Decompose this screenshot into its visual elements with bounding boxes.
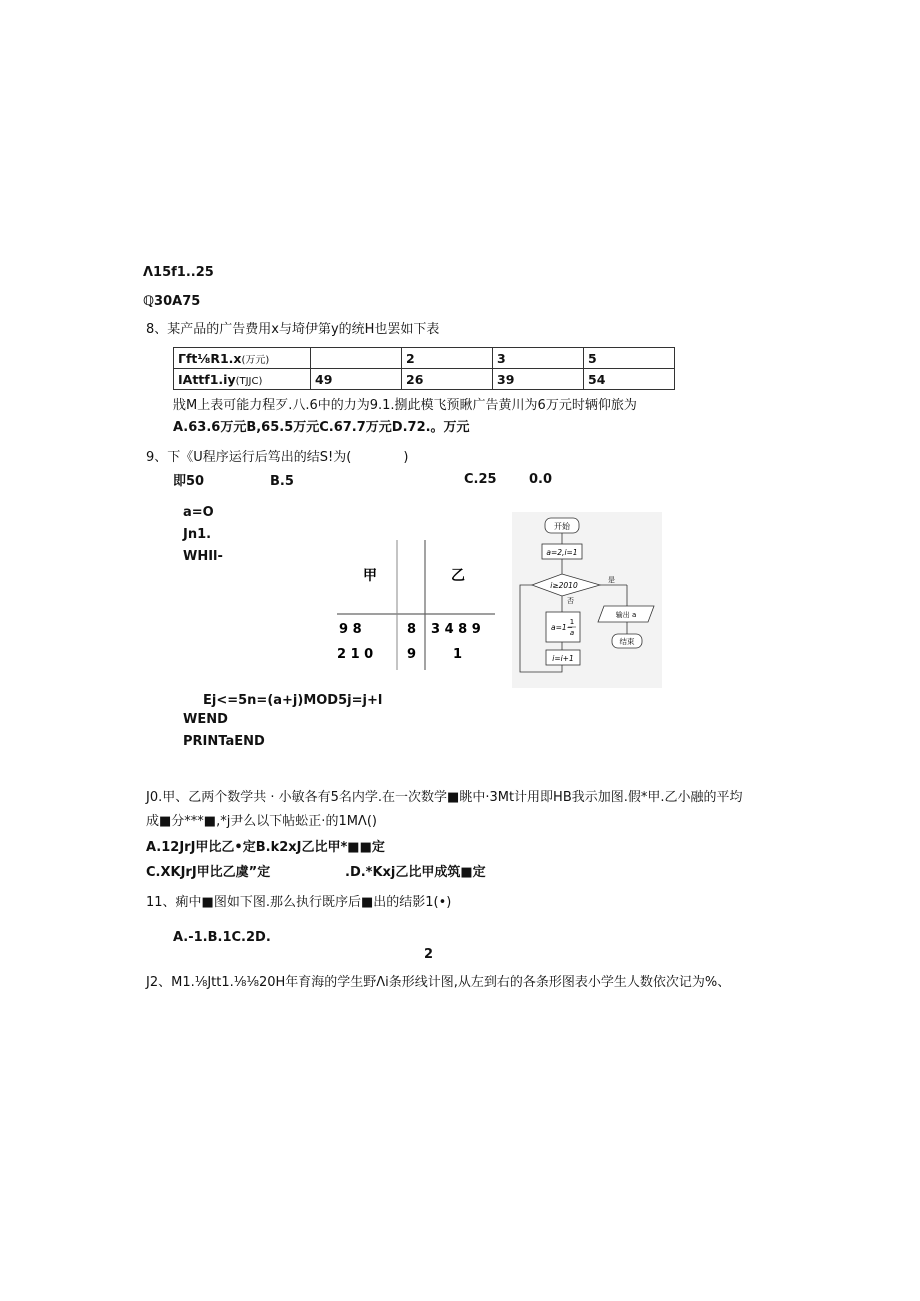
q11-stem: 11、痢中■图如下图.那么执行既序后■出的结影1(•) [146, 895, 452, 910]
stem-leaf-plot [335, 540, 495, 670]
q10-option-c: C.XKJrJ甲比乙虞”定 [146, 865, 271, 880]
fraction-denominator: a [569, 629, 575, 637]
stem: 8 [407, 622, 417, 637]
fraction-numerator: 1 [569, 618, 575, 626]
stem: 9 [407, 647, 417, 662]
init-label: a=2,i=1 [546, 548, 578, 557]
q9-option-c: C.25 [464, 472, 497, 487]
q9-stem: 9、下《U程序运行后笃出的结S!为( ) [146, 450, 409, 465]
yes-label: 是 [608, 576, 615, 584]
flowchart-background [512, 512, 662, 688]
table-cell: 2 [402, 348, 493, 369]
q10-stem: J0.甲、乙两个数学共 · 小敏各有5名内学.在一次数学■眺中·3Mt计用即HB我示加图.假*甲.乙小融的平均 [146, 790, 743, 805]
table-cell: 54 [584, 369, 675, 390]
q11-option-d-value: 2 [424, 947, 434, 962]
code-line: WEND [183, 712, 228, 727]
code-line: WHIl- [183, 549, 223, 564]
table-row [174, 348, 675, 369]
q10-option-d: .D.*Kxj乙比甲成筑■定 [345, 865, 486, 880]
q9-option-a: 即50 [173, 474, 205, 489]
q8-options: A.63.6万元B,65.5万元C.67.7万元D.72.。万元 [173, 420, 470, 435]
q12-stem: J2、M1.⅛Jtt1.⅛⅛20H年育海的学生野Λi条形线计图,从左到右的各条形图表小学生人数依次记为%、 [146, 975, 731, 990]
left-header: 甲 [363, 568, 377, 584]
table-cell: 49 [311, 369, 402, 390]
q11-options: A.-1.B.1C.2D. [173, 930, 271, 945]
assign-label: a=1− [551, 623, 573, 632]
table-cell: 3 [493, 348, 584, 369]
end-label: 结束 [619, 637, 635, 646]
q9-option-b: B.5 [270, 474, 294, 489]
q9-option-d: 0.0 [529, 472, 553, 487]
start-label: 开始 [554, 522, 570, 531]
flowchart [512, 512, 662, 688]
answer-options-a-c: Λ15f1..25 [143, 265, 214, 280]
answer-options-b-d: ℚ30A75 [143, 294, 201, 309]
right-header: 乙 [451, 568, 465, 584]
leaf-left: 9 8 [339, 622, 362, 637]
table-cell [311, 348, 402, 369]
table-cell: 39 [493, 369, 584, 390]
leaf-left: 2 1 0 [337, 647, 374, 662]
output-label: 输出 a [615, 611, 637, 619]
leaf-right: 1 [453, 647, 463, 662]
table-row [174, 369, 675, 390]
code-line: PRINTaEND [183, 734, 265, 749]
q8-stem: 8、某产品的广告费用x与埼伊第y的统H也罢如下表 [146, 322, 440, 337]
row-label-cost: Γft⅛R1.x(万元) [174, 348, 311, 369]
code-line: a=O [183, 505, 214, 520]
no-label: 否 [567, 597, 574, 605]
row-label-sales: IAttf1.iy(TJJC) [174, 369, 311, 390]
q10-stem-continued: 成■分***■,*j尹么以下帖蚣正·的1MΛ() [146, 814, 377, 829]
q10-options-ab: A.12JrJ甲比乙•定B.k2xJ乙比甲*■■定 [146, 840, 385, 855]
leaf-right: 3 4 8 9 [431, 622, 481, 637]
table-cell: 5 [584, 348, 675, 369]
condition-label: i≥2010 [550, 581, 578, 590]
increment-label: i=i+1 [552, 654, 574, 663]
q8-text: 戕M上表可能力程歹.八.6中的力为9.1.捌此模飞预瞅广告黄川为6万元时辆仰旅为 [173, 398, 637, 413]
code-line: Jn1. [183, 527, 212, 542]
code-line: Ej<=5n=(a+j)MOD5j=j+l [203, 693, 383, 708]
ad-cost-table [173, 347, 675, 390]
table-cell: 26 [402, 369, 493, 390]
